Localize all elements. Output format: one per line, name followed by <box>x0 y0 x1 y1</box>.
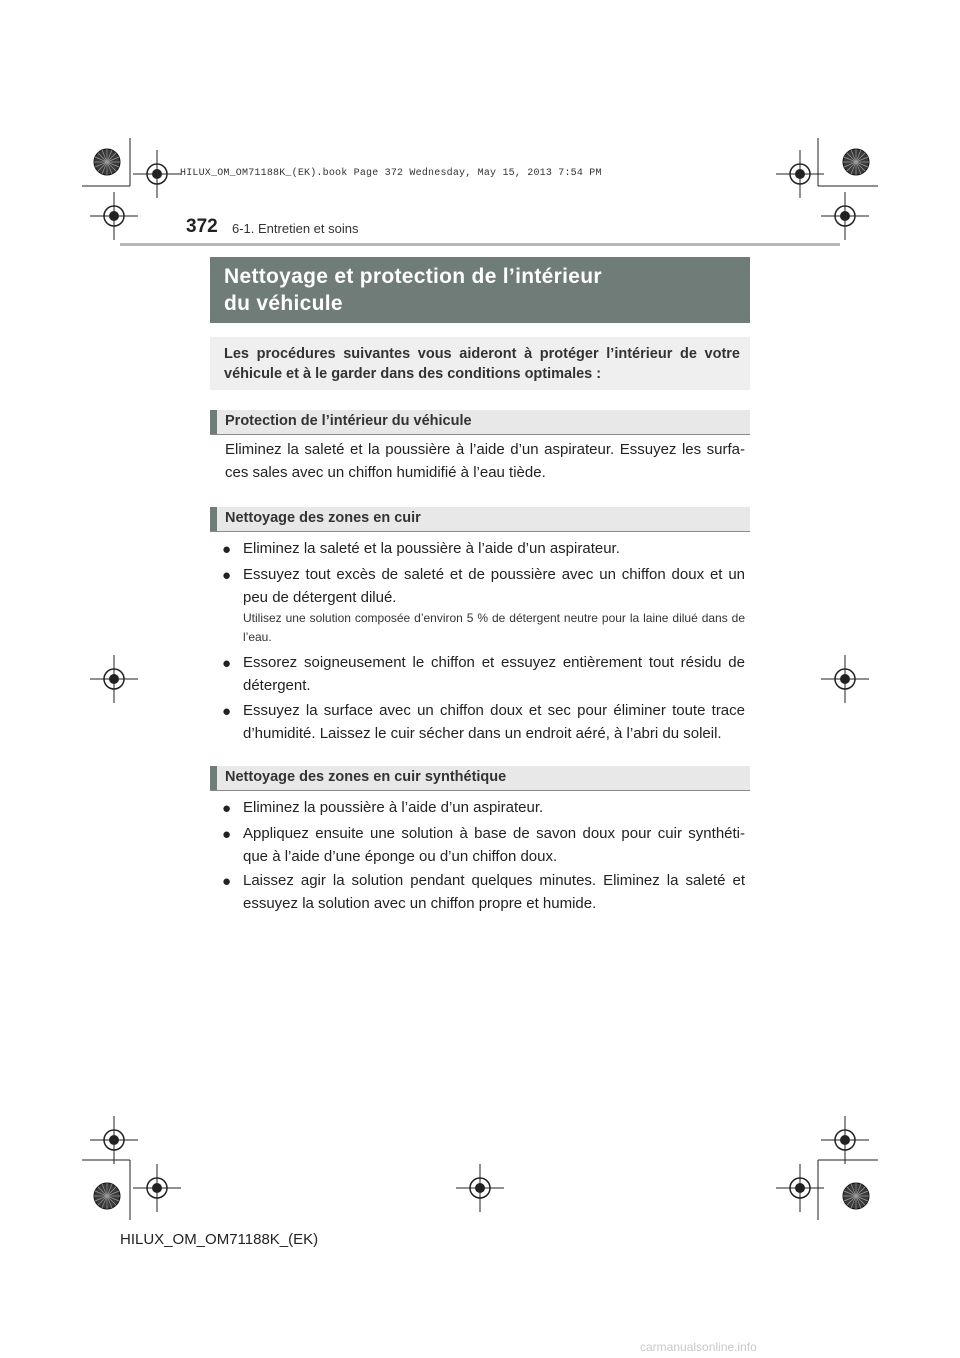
subheading-bar <box>210 766 217 790</box>
subheading-protection <box>210 410 750 435</box>
bullet-icon: ● <box>222 567 232 584</box>
intro-text: Les procédures suivantes vous aideront à protéger l’intérieur de votre véhicule et à le garder dans des conditions optimales : <box>224 346 740 382</box>
list-item-text: Laissez agir la solution pendant quelques minutes. Eliminez la saleté et essuyez la solution avec un chiffon propre et humide. <box>243 872 745 912</box>
page-title-box <box>210 257 750 323</box>
watermark: carmanualsonline.info <box>640 1340 757 1354</box>
page-title-line-1: Nettoyage et protection de l’intérieur <box>224 265 602 288</box>
page-title-line-2: du véhicule <box>224 292 343 315</box>
bullet-icon: ● <box>222 703 232 720</box>
bullet-icon: ● <box>222 655 232 672</box>
paragraph-protection: Eliminez la saleté et la poussière à l’aide d’un aspirateur. Essuyez les surfa-ces sales avec un chiffon humidifié à l’eau tiède. <box>225 441 745 481</box>
footer-code: HILUX_OM_OM71188K_(EK) <box>120 1231 319 1248</box>
subheading-text: Nettoyage des zones en cuir <box>225 510 421 526</box>
bullet-icon: ● <box>222 800 232 817</box>
list-item-text: Essuyez la surface avec un chiffon doux et sec pour éliminer toute trace d’humidité. Laissez le cuir sécher dans un endroit aéré, à l’abri du soleil. <box>243 702 745 742</box>
print-info: HILUX_OM_OM71188K_(EK).book Page 372 Wednesday, May 15, 2013 7:54 PM <box>180 168 602 179</box>
page-number: 372 <box>186 216 218 237</box>
bullet-icon: ● <box>222 541 232 558</box>
section-label: 6-1. Entretien et soins <box>232 221 359 236</box>
list-item-text: Essorez soigneusement le chiffon et essuyez entièrement tout résidu de détergent. <box>243 654 745 694</box>
subheading-bar <box>210 507 217 531</box>
subheading-synthetic-leather <box>210 766 750 791</box>
subheading-text: Nettoyage des zones en cuir synthétique <box>225 769 507 785</box>
note-text: Utilisez une solution composée d’environ 5 % de détergent neutre pour la laine dilué dans de l’eau. <box>243 611 745 644</box>
page-title <box>224 263 602 317</box>
list-item-text: Eliminez la poussière à l’aide d’un aspirateur. <box>243 799 544 816</box>
subheading-leather <box>210 507 750 532</box>
bullet-icon: ● <box>222 826 232 843</box>
subheading-text: Protection de l’intérieur du véhicule <box>225 413 472 429</box>
subheading-bar <box>210 410 217 434</box>
header-rule <box>120 243 840 246</box>
bullet-icon: ● <box>222 873 232 890</box>
list-item-text: Essuyez tout excès de saleté et de poussière avec un chiffon doux et un peu de détergent dilué. <box>243 566 745 606</box>
list-item-text: Appliquez ensuite une solution à base de savon doux pour cuir synthéti-que à l’aide d’une éponge ou d’un chiffon doux. <box>243 825 745 865</box>
intro-box <box>210 337 750 390</box>
list-item-text: Eliminez la saleté et la poussière à l’aide d’un aspirateur. <box>243 540 620 557</box>
